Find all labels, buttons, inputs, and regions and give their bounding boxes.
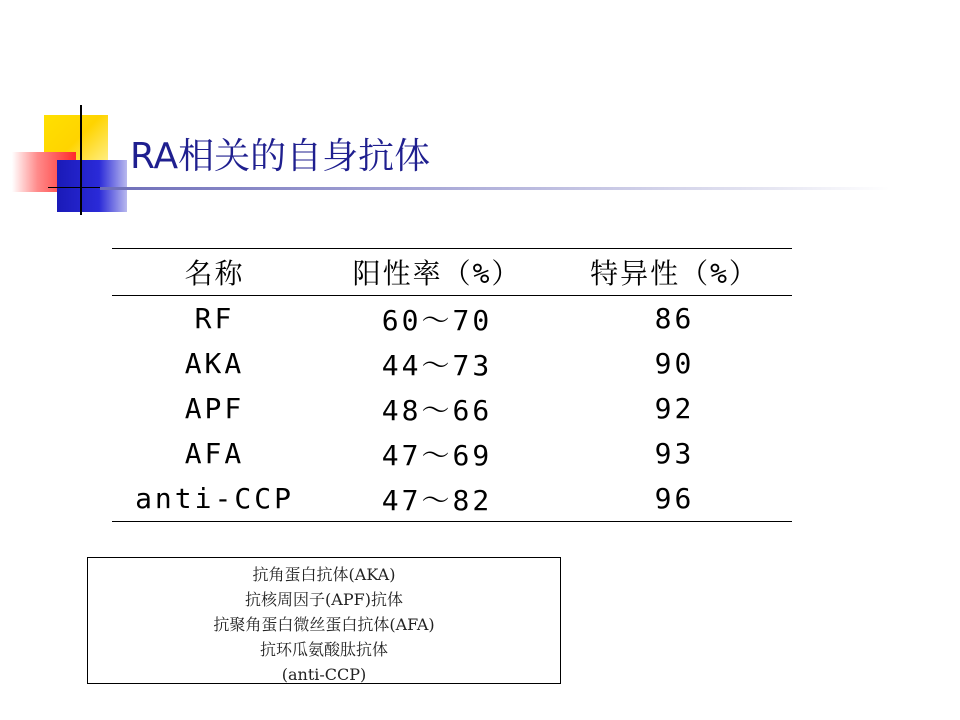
note-line: 抗环瓜氨酸肽抗体	[259, 640, 388, 659]
note-line: 抗角蛋白抗体(AKA)	[252, 565, 396, 584]
cell-name: anti-CCP	[135, 482, 294, 515]
cell-name: RF	[194, 302, 235, 335]
abbreviation-note-box	[87, 557, 561, 684]
cell-name: APF	[184, 392, 245, 425]
table-row	[112, 431, 792, 476]
table-header-row	[112, 249, 792, 296]
cell-specificity: 93	[654, 437, 695, 470]
header-positive-rate: 阳性率（%）	[352, 257, 522, 290]
note-line: 抗核周因子(APF)抗体	[245, 590, 403, 609]
cell-specificity: 90	[654, 347, 695, 380]
slide-title: RA相关的自身抗体	[130, 136, 431, 177]
cell-specificity: 86	[654, 302, 695, 335]
cell-specificity: 96	[654, 482, 695, 515]
cell-positive-rate: 47～69	[381, 438, 493, 472]
table-row	[112, 386, 792, 431]
table-row	[112, 341, 792, 386]
antibody-table	[112, 248, 792, 522]
table-row	[112, 476, 792, 522]
table-row	[112, 296, 792, 342]
note-line: 抗聚角蛋白微丝蛋白抗体(AFA)	[213, 615, 435, 634]
cell-positive-rate: 48～66	[381, 393, 493, 427]
cell-name: AFA	[184, 437, 245, 470]
decorative-blue-square	[57, 160, 127, 212]
cell-positive-rate: 60～70	[381, 303, 493, 337]
header-name: 名称	[184, 257, 245, 290]
title-underline-rule	[100, 187, 890, 190]
cell-positive-rate: 44～73	[381, 348, 493, 382]
note-line: (anti-CCP)	[281, 665, 367, 684]
header-specificity: 特异性（%）	[590, 257, 759, 290]
cell-specificity: 92	[654, 392, 695, 425]
cell-name: AKA	[184, 347, 245, 380]
cell-positive-rate: 47～82	[381, 483, 493, 517]
decorative-vertical-line	[80, 105, 82, 215]
